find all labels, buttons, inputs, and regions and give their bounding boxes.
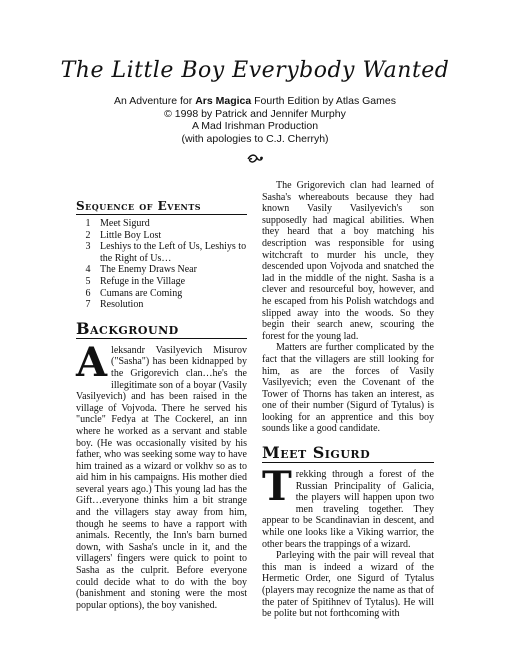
byline (0, 95, 510, 145)
body-paragraph: Matters are further complicated by the fact that the villagers are still looking for him, as are the forces of Vasily Vasilyevich; even the Covenant of the Tower of Thorns has taken an interest, as one of their number (Sigurd of Tytalus) is looking for an apprentice and this boy sounds like a good candidate. (262, 342, 434, 435)
byline-line-3: A Mad Irishman Production (191, 120, 319, 132)
left-column (76, 200, 247, 611)
list-item: 2 Little Boy Lost (85, 229, 162, 241)
document-title: The Little Boy Everybody Wanted (60, 58, 450, 83)
list-item: 1 Meet Sigurd (85, 218, 150, 229)
sequence-heading: Sequence of Events (76, 200, 247, 215)
list-item: 5 Refuge in the Village (85, 275, 186, 287)
drop-cap: A (76, 338, 108, 386)
list-item: 3 Leshiys to the Left of Us, Leshiys to the Right of Us… (85, 241, 247, 264)
background-heading: Background (76, 320, 247, 339)
body-paragraph: The Grigorevich clan had learned of Sasha's whereabouts because they had known Vasily Vasilyevich's son supposedly had magical abilities. When they heard that a boy matching his description was responsible for using witchcraft to murder his uncle, they descended upon Vojvoda and snatched the lad in the middle of the night. Sasha is a clever and resourceful boy, however, and he escaped from his Polish watchdogs and slipped away into the woods. So they begin their search anew, scouring the forest for the young lad. (262, 180, 434, 342)
meet-sigurd-paragraph: Trekking through a forest of the Russian Principality of Galicia, the players will happen upon two men traveling together. They appear to be Scandinavian in descent, and while one looks like a Viking warrior, the other bears the trappings of a wizard. (262, 463, 434, 550)
list-item: 6 Cumans are Coming (85, 287, 183, 299)
meet-sigurd-heading: Meet Sigurd (262, 444, 434, 463)
byline-line-4: (with apologies to C.J. Cherryh) (181, 132, 329, 145)
fleuron-icon (0, 153, 510, 168)
list-item: 7 Resolution (85, 299, 144, 311)
body-paragraph: Parleying with the pair will reveal that this man is indeed a wizard of the Hermetic Order, one Sigurd of Tytalus (players may recognize the name as that of the pater of Spitihnev of Tytalus). He will be polite but not forthcoming with (262, 550, 434, 620)
byline-line-2: © 1998 by Patrick and Jennifer Murphy (164, 107, 346, 120)
right-column (262, 180, 434, 620)
drop-cap: T (262, 463, 292, 511)
game-name: Ars Magica (195, 95, 252, 107)
byline-line-1: An Adventure for Ars Magica Fourth Edition by Atlas Games (114, 95, 396, 107)
background-paragraph: Aleksandr Vasilyevich Misurov ("Sasha") has been kidnapped by the Grigorevich clan…he's the illegitimate son of a boyar (Vasily Vasilyevich) and has been raised in the village of Vojvoda. There he served his "uncle" Fedya at The Cockerel, an inn where he worked as a servant and stable boy. (He was occasionally visited by his father, who was seeking some way to have him trained as a wizard or volkhv so as to aid him in his campaigns. His mother died several years ago.) This young lad has the Gift…everyone thinks him a bit strange and the villagers stay away from him, though he seems to have a rapport with animals. Recently, the Inn's barn burned down, with Sasha's uncle in it, and the villagers' fingers were quick to point to Sasha as the culprit. Before everyone could decide what to do with the boy (banishment and stoning were the most popular options), the boy vanished. (76, 338, 247, 611)
sequence-list (76, 218, 247, 311)
list-item: 4 The Enemy Draws Near (85, 264, 197, 276)
